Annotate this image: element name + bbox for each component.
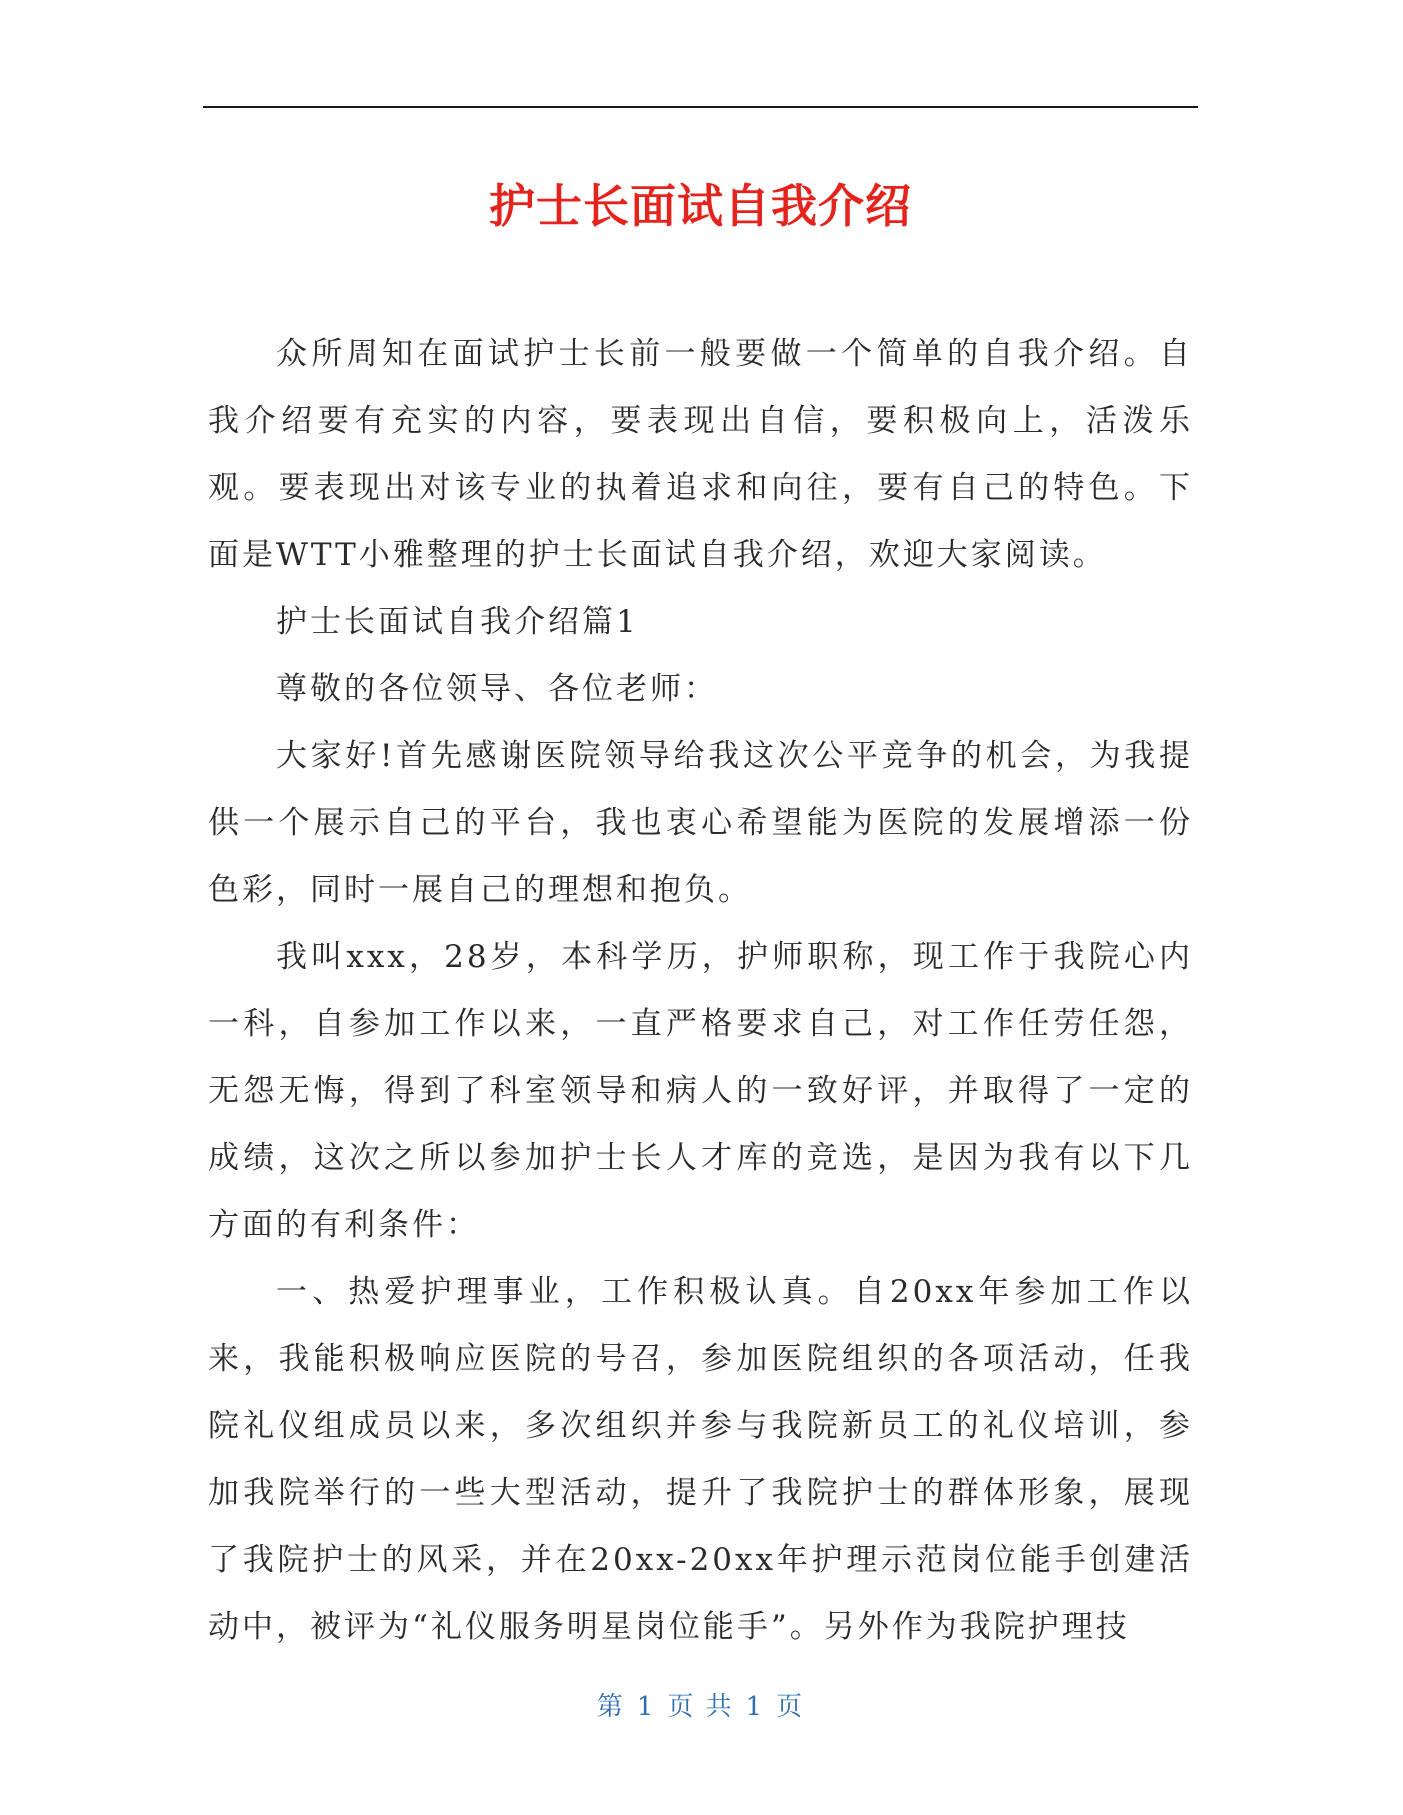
section-heading: 护士长面试自我介绍篇1 [276,604,639,640]
footer-page-total: 1 [745,1692,765,1722]
footer-mid: 页 共 [667,1692,734,1722]
paragraph-salutation: 尊敬的各位领导、各位老师： [276,671,718,707]
paragraph-point-one: 一、热爱护理事业，工作积极认真。自20xx年参加工作以来，我能积极响应医院的号召，参加医院组织的各项活动，任我院礼仪组成员以来，多次组织并参与我院新员工的礼仪培训，参加我院举行的一些大型活动，提升了我院护士的群体形象，展现了我院护士的风采，并在20xx-20xx年护理示范岗位能手创建活动中，被评为“礼仪服务明星岗位能手”。另外作为我院护理技 [208,1274,1193,1645]
document-title: 护士长面试自我介绍 [489,179,912,233]
paragraph-intro: 众所周知在面试护士长前一般要做一个简单的自我介绍。自我介绍要有充实的内容，要表现出自信，要积极向上，活泼乐观。要表现出对该专业的执着追求和向往，要有自己的特色。下面是WTT小雅整理的护士长面试自我介绍，欢迎大家阅读。 [208,336,1193,573]
footer-page-current: 1 [636,1692,656,1722]
paragraph-greeting: 大家好!首先感谢医院领导给我这次公平竞争的机会，为我提供一个展示自己的平台，我也衷心希望能为医院的发展增添一份色彩，同时一展自己的理想和抱负。 [208,738,1193,908]
footer-suffix: 页 [776,1692,805,1722]
document-body [208,321,1193,1661]
paragraph-self-intro: 我叫xxx，28岁，本科学历，护师职称，现工作于我院心内一科，自参加工作以来，一直严格要求自己，对工作任劳任怨，无怨无悔，得到了科室领导和病人的一致好评，并取得了一定的成绩，这次之所以参加护士长人才库的竞选，是因为我有以下几方面的有利条件： [208,939,1193,1243]
header-rule [203,106,1198,108]
footer-prefix: 第 [596,1692,625,1722]
page-footer [203,1690,1198,1724]
